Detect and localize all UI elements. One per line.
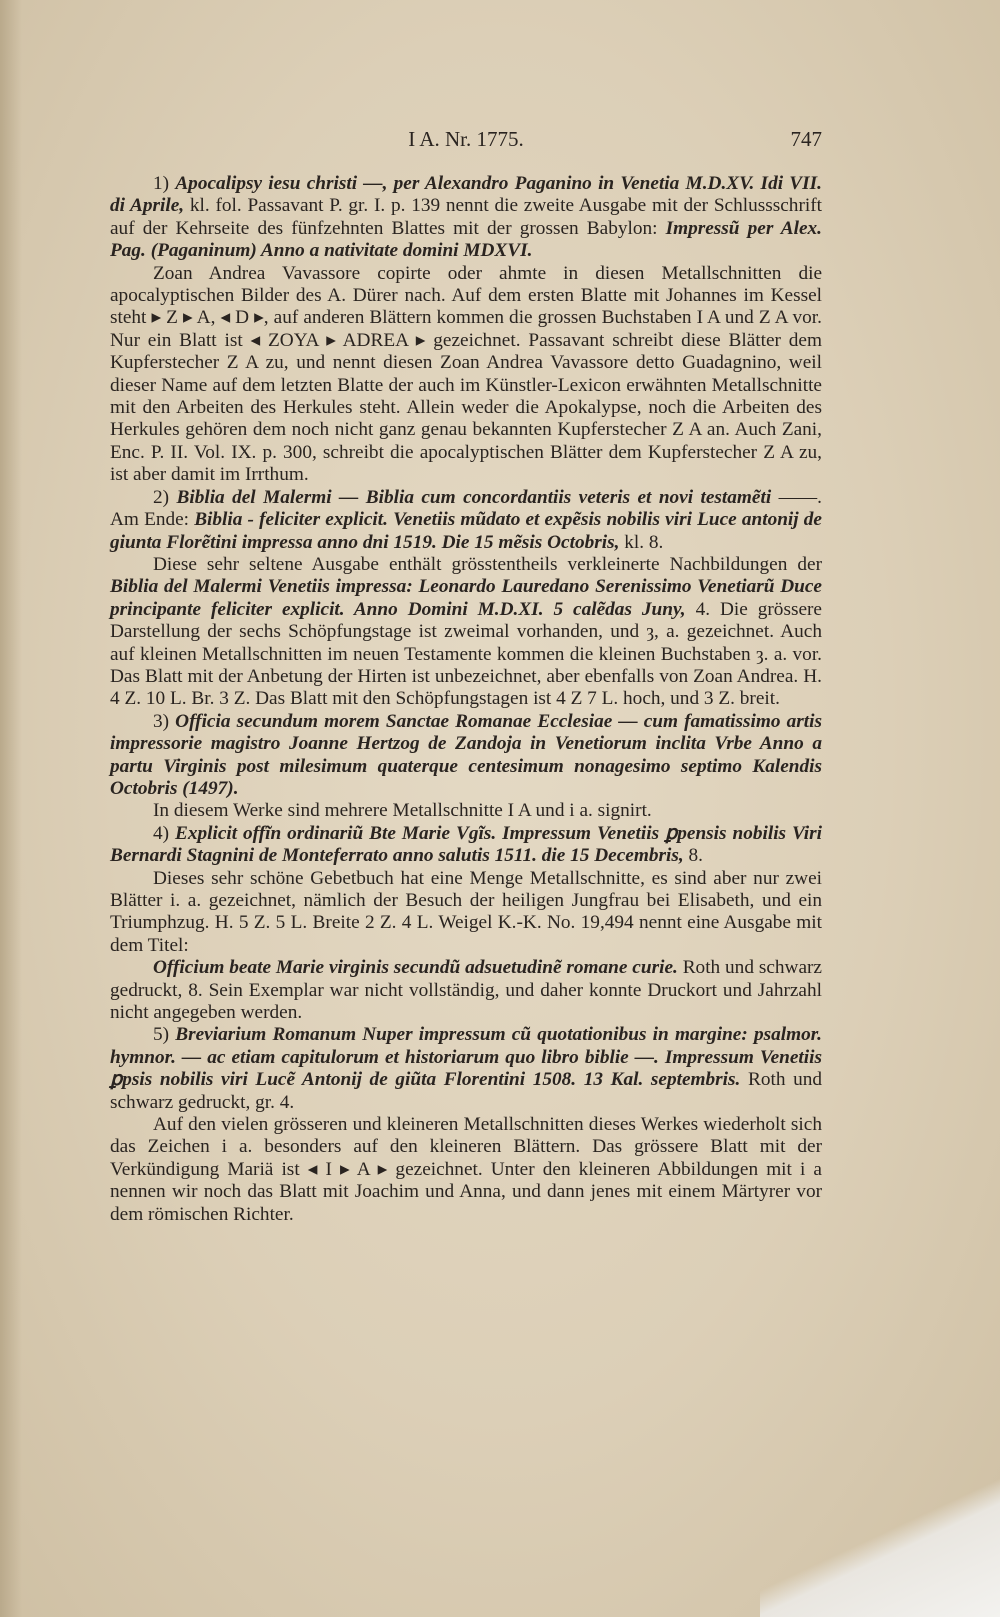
commentary-paragraph bbox=[110, 800, 822, 822]
entry-paragraph bbox=[110, 487, 822, 554]
running-head: I A. Nr. 1775. bbox=[408, 127, 524, 151]
commentary-paragraph bbox=[110, 263, 822, 487]
entry-paragraph bbox=[110, 173, 822, 263]
entry-number: 4) bbox=[153, 822, 175, 844]
body-run: kl. 8. bbox=[619, 531, 664, 553]
page-number: 747 bbox=[790, 127, 822, 151]
commentary-paragraph bbox=[110, 957, 822, 1024]
page-edge-shadow bbox=[0, 0, 22, 1617]
title-text: Biblia - feliciter explicit. Venetiis mũdato et expẽsis nobilis viri Luce antonij de giunta Florẽtini impressa anno dni 1519. Die 15 mẽsis Octobris, bbox=[110, 509, 822, 553]
entry-number: 1) bbox=[153, 173, 176, 194]
entry-paragraph bbox=[110, 823, 822, 868]
body-run: Dieses sehr schöne Gebetbuch hat eine Menge Metallschnitte, es sind aber nur zwei Blätter i. a. gezeichnet, nämlich der Besuch der heiligen Jungfrau bei Elisabeth, und ein Triumphzug. H. 5 Z. 5 L. Breite 2 Z. 4 L. Weigel K.-K. No. 19,494 nennt eine Ausgabe mit dem Titel: bbox=[110, 867, 822, 956]
commentary-paragraph bbox=[110, 868, 822, 958]
page-curl bbox=[760, 1477, 1000, 1617]
body-run: Auf den vielen grösseren und kleineren Metallschnitten dieses Werkes wiederholt sich das Zeichen i a. besonders auf den kleineren Blättern. Das grössere Blatt mit der Verkündigung Mariä ist ◂ I ▸ A ▸ gezeichnet. Unter den kleineren Abbildungen mit i a nennen wir noch das Blatt mit Joachim und Anna, und dann jenes mit einem Märtyrer vor dem römischen Richter. bbox=[110, 1114, 822, 1225]
title-text: Officium beate Marie virginis secundũ adsuetudinẽ romane curie. bbox=[153, 957, 678, 979]
title-text: Biblia del Malermi Venetiis impressa: Leonardo Lauredano Serenissimo Venetiarũ Duce principante feliciter explicit. Anno Domini M.D.XI. 5 calẽdas Juny, bbox=[110, 576, 822, 620]
commentary-paragraph bbox=[110, 1114, 822, 1226]
body-run: Roth und schwarz gedruckt, 8. Sein Exemplar war nicht vollständig, und daher konnte Druckort und Jahrzahl nicht angegeben werden. bbox=[110, 957, 822, 1024]
title-text: Biblia del Malermi — Biblia cum concordantiis veteris et novi testamẽti bbox=[176, 486, 772, 508]
title-text: Apocalipsy iesu christi —, per Alexandro Paganino in Venetia M.D.XV. Idi VII. di Aprile, bbox=[110, 173, 822, 217]
page-header bbox=[110, 127, 822, 157]
title-text: Explicit offĩn ordinariũ Bte Marie Vgĩs. Impressum Venetiis ꝑpensis nobilis Viri Bernardi Stagnini de Monteferrato anno salutis 1511. die 15 Decembris, bbox=[110, 822, 822, 867]
entry-number: 2) bbox=[153, 486, 177, 508]
body-run: ——. Am Ende: bbox=[110, 486, 822, 531]
body-run: Zoan Andrea Vavassore copirte oder ahmte in diesen Metallschnitten die apocalyptischen Bilder des A. Dürer nach. Auf dem ersten Blatte mit Johannes im Kessel steht ▸ Z ▸ A, ◂ D ▸, auf anderen Blättern kommen die grossen Buchstaben I A und Z A vor. Nur ein Blatt ist ◂ ZOYA ▸ ADREA ▸ gezeichnet. Passavant schreibt diese Blätter dem Kupferstecher Z A zu, und nennt diesen Zoan Andrea Vavassore detto Guadagnino, weil dieser Name auf dem letzten Blatte der auch im Künstler-Lexicon erwähnten Metallschnitte mit den Arbeiten des Herkules steht. Allein weder die Apokalypse, noch die Arbeiten des Herkules gehören dem noch nicht ganz genau bekannten Kupferstecher Z A an. Auch Zani, Enc. P. II. Vol. IX. p. 300, schreibt die apocalyptischen Blätter dem Kupferstecher Z A zu, ist aber damit im Irrthum. bbox=[110, 262, 822, 486]
body-run: Roth und schwarz gedruckt, gr. 4. bbox=[110, 1069, 822, 1113]
title-text: Impressũ per Alex. Pag. (Paganinum) Anno a nativitate domini MDXVI. bbox=[110, 217, 822, 262]
entry-number: 5) bbox=[153, 1024, 176, 1046]
body-run: In diesem Werke sind mehrere Metallschnitte I A und i a. signirt. bbox=[153, 800, 652, 822]
title-text: Officia secundum morem Sanctae Romanae Ecclesiae — cum famatissimo artis impressorie magistro Joanne Hertzog de Zandoja in Venetiorum inclita Vrbe Anno a partu Virginis post milesimum quaterque centesimum nonagesimo septimo Kalendis Octobris (1497). bbox=[110, 710, 822, 799]
commentary-paragraph bbox=[110, 554, 822, 711]
body-run: 4. Die grössere Darstellung der sechs Schöpfungstage ist zweimal vorhanden, und ȝ, a. gezeichnet. Auch auf kleinen Metallschnitten im neuen Testamente kommen die kleinen Buchstaben ȝ. a. vor. Das Blatt mit der Anbetung der Hirten ist unbezeichnet, aber ebenfalls von Zoan Andrea. H. 4 Z. 10 L. Br. 3 Z. Das Blatt mit den Schöpfungstagen ist 4 Z 7 L. hoch, und 3 Z. breit. bbox=[110, 598, 822, 710]
entry-paragraph bbox=[110, 1024, 822, 1114]
body-run: kl. fol. Passavant P. gr. I. p. 139 nennt die zweite Ausgabe mit der Schlussschrift auf der Kehrseite des fünfzehnten Blattes mit der grossen Babylon: bbox=[110, 195, 823, 239]
body-run: Diese sehr seltene Ausgabe enthält grösstentheils verkleinerte Nachbildungen der bbox=[153, 553, 822, 575]
entry-number: 3) bbox=[153, 710, 176, 732]
body-run: 8. bbox=[683, 845, 703, 867]
body-text bbox=[110, 173, 822, 1226]
entry-paragraph bbox=[110, 711, 822, 801]
title-text: Breviarium Romanum Nuper impressum cũ quotationibus in margine: psalmor. hymnor. — ac etiam capitulorum et historiarum quo libro biblie —. Impressum Venetiis ꝑpsis nobilis viri Lucẽ Antonij de giũta Florentini 1508. 13 Kal. septembris. bbox=[110, 1024, 822, 1091]
